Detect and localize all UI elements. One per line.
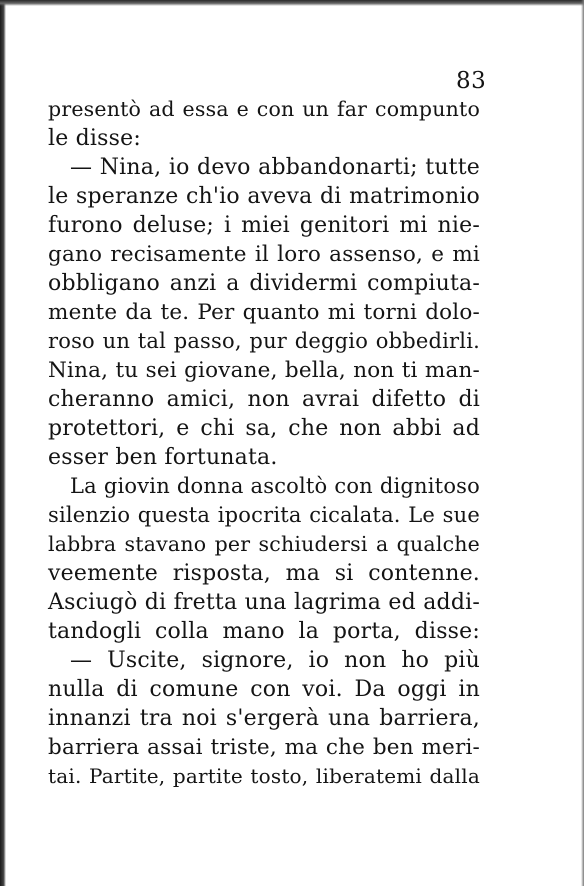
text-line: roso un tal passo, pur deggio obbedirli. [48, 329, 480, 353]
text-line: silenzio questa ipocrita cicalata. Le sue [48, 503, 480, 527]
text-line: mente da te. Per quanto mi torni dolo- [48, 300, 480, 325]
text-line: esser ben fortunata. [48, 445, 278, 470]
text-line: veemente risposta, ma si contenne. [48, 561, 480, 586]
text-line: barriera assai triste, ma che ben meri- [48, 735, 480, 760]
text-line: labbra stavano per schiudersi a qualche [48, 532, 480, 556]
text-line: le disse: [48, 126, 141, 151]
text-line: presentò ad essa e con un far compunto [48, 97, 480, 121]
text-line: tai. Partite, partite tosto, liberatemi dalla [48, 764, 480, 788]
page-number: 83 [456, 68, 487, 94]
text-line: gano recisamente il loro assenso, e mi [48, 242, 480, 267]
scan-shadow-left [0, 0, 6, 886]
text-line: nulla di comune con voi. Da oggi in [48, 677, 480, 702]
text-line: obbligano anzi a dividermi compiuta- [48, 271, 480, 296]
text-line: Asciugò di fretta una lagrima ed addi- [48, 590, 480, 615]
text-line: cheranno amici, non avrai difetto di [48, 387, 480, 412]
text-line: — Nina, io devo abbandonarti; tutte [70, 155, 480, 180]
text-line: innanzi tra noi s'ergerà una barriera, [48, 706, 480, 731]
text-line: tandogli colla mano la porta, disse: [48, 619, 480, 644]
body-text [48, 95, 480, 791]
text-line: protettori, e chi sa, che non abbi ad [48, 416, 480, 441]
text-line: — Uscite, signore, io non ho più [70, 648, 480, 673]
text-line: furono deluse; i miei genitori mi nie- [48, 213, 480, 238]
text-line: le speranze ch'io aveva di matrimonio [48, 184, 480, 209]
text-line: La giovin donna ascoltò con dignitoso [70, 474, 480, 498]
scan-shadow-top [0, 0, 584, 6]
text-line: Nina, tu sei giovane, bella, non ti man- [48, 358, 480, 383]
